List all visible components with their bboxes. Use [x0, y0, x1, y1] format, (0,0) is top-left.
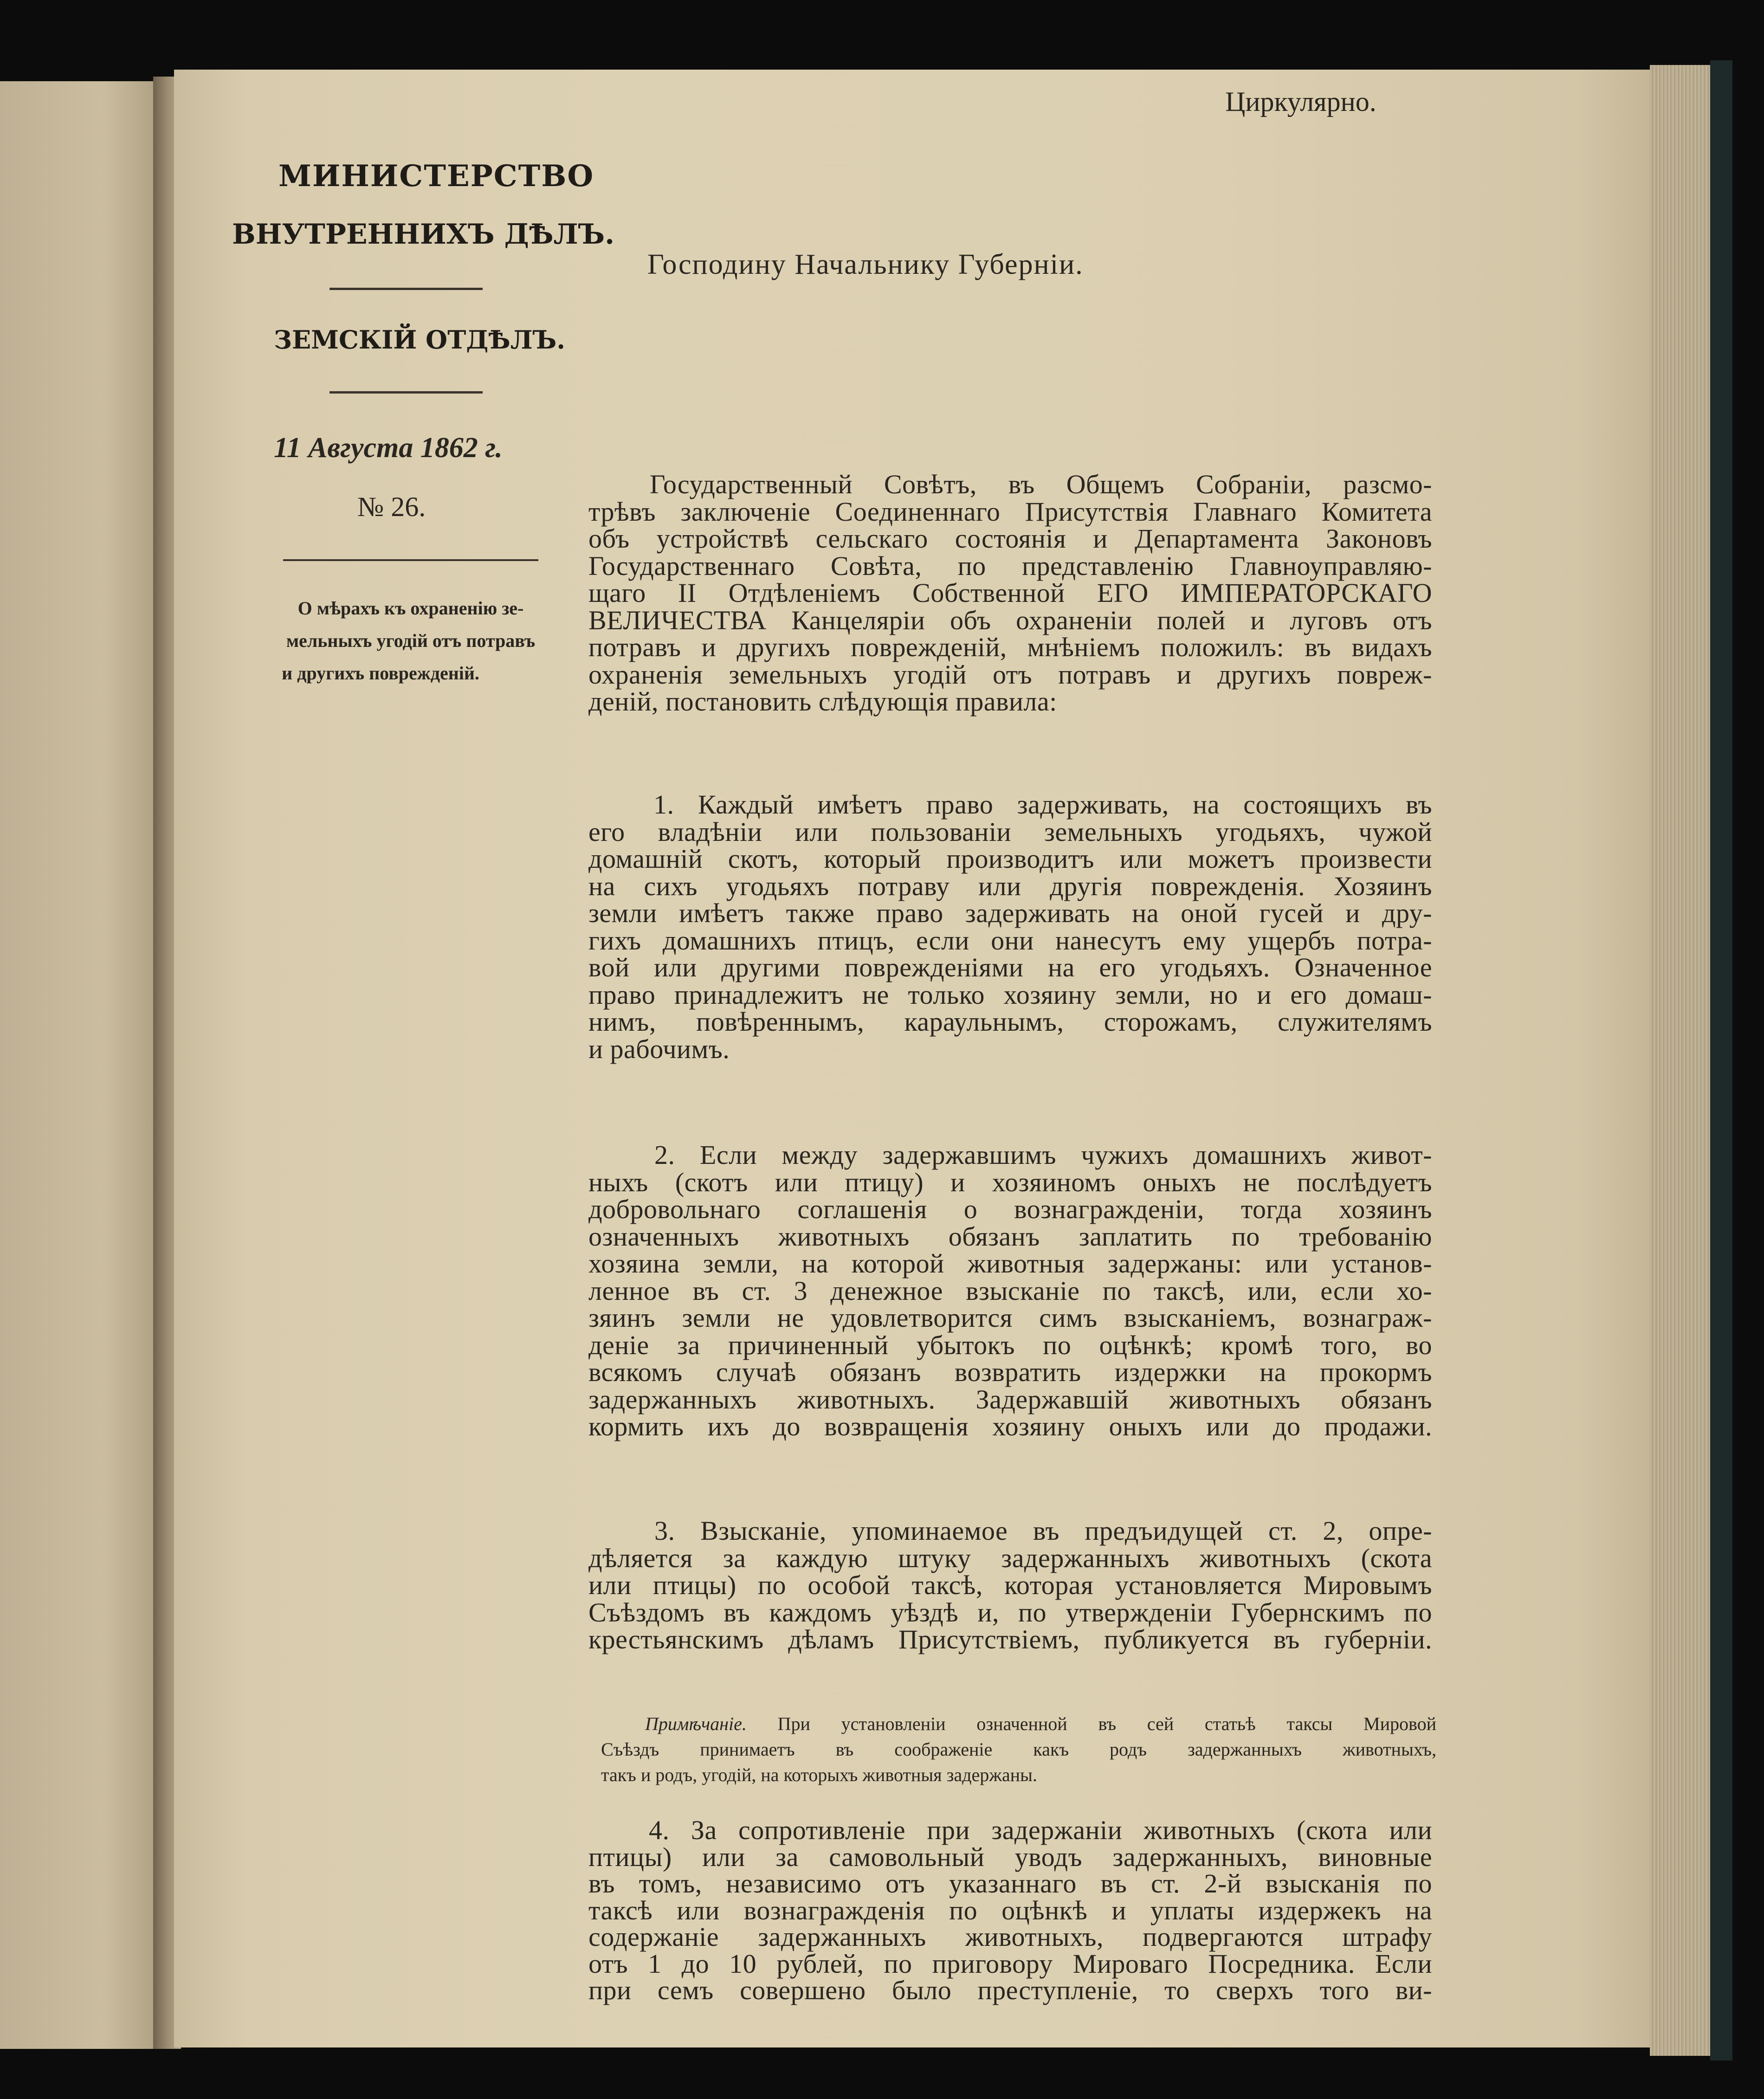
intro-line: потравъ и другихъ поврежденій, мнѣніемъ положилъ: въ видахъ [588, 632, 1432, 662]
art2-line: задержанныхъ животныхъ. Задержавшій животныхъ обязанъ [588, 1384, 1432, 1414]
subject-line-1: О мѣрахъ къ охраненію зе- [297, 598, 524, 619]
addressee: Господину Начальнику Губерніи. [647, 249, 1084, 280]
art3-line: Съѣздомъ въ каждомъ уѣздѣ и, по утвержденіи Губернскимъ по [588, 1597, 1432, 1628]
art2-line: всякомъ случаѣ обязанъ возвратить издержки на прокормъ [588, 1357, 1432, 1387]
art2-line: добровольнаго соглашенія о вознагражденіи, тогда хозяинъ [588, 1194, 1432, 1224]
intro-line: охраненія земельныхъ угодій отъ потравъ и другихъ повреж- [588, 659, 1432, 690]
art2-line: означенныхъ животныхъ обязанъ заплатить по требованію [588, 1221, 1432, 1252]
intro-line: объ устройствѣ сельскаго состоянія и Департамента Законовъ [588, 523, 1432, 554]
art4-line: отъ 1 до 10 рублей, по приговору Мироваго Посредника. Если [588, 1948, 1432, 1979]
art1-line: домашній скотъ, который производитъ или можетъ произвести [588, 844, 1432, 874]
department-title: ЗЕМСКІЙ ОТДѢЛЪ. [274, 325, 566, 355]
art2-line: кормить ихъ до возвращенія хозяину оныхъ или до продажи. [588, 1411, 1432, 1441]
art1-line: вой или другими поврежденіями на его угодьяхъ. Означенное [588, 952, 1432, 982]
art4-line: птицы) или за самовольный уводъ задержанныхъ, виновные [588, 1841, 1432, 1872]
art4-line: таксѣ или вознагражденія по оцѣнкѣ и уплаты издержекъ на [588, 1895, 1432, 1925]
intro-line: трѣвъ заключеніе Соединеннаго Присутствія Главнаго Комитета [588, 496, 1432, 527]
art2-line: ленное въ ст. 3 денежное взысканіе по таксѣ, или, если хо- [588, 1275, 1432, 1306]
art1-line: нимъ, повѣреннымъ, караульнымъ, сторожамъ, служителямъ [588, 1007, 1432, 1037]
intro-line: Государственнаго Совѣта, по представленію Главноуправляю- [588, 550, 1432, 581]
art2-line: ныхъ (скотъ или птицу) и хозяиномъ оныхъ не послѣдуетъ [588, 1167, 1432, 1197]
art4-line: содержаніе задержанныхъ животныхъ, подвергаются штрафу [588, 1922, 1432, 1952]
book-cover-edge [1710, 60, 1732, 2060]
sidebar-divider-1 [330, 288, 483, 290]
art2-line: хозяина земли, на которой животныя задержаны: или установ- [588, 1248, 1432, 1279]
note-text: При установленіи означенной въ сей статьѣ таксы Мировой [777, 1713, 1437, 1734]
note-line: такъ и родъ, угодій, на которыхъ животныя задержаны. [601, 1764, 1037, 1785]
art1-line: гихъ домашнихъ птицъ, если они нанесутъ ему ущербъ потра- [588, 925, 1432, 956]
ministry-title-line2: ВНУТРЕННИХЪ ДѢЛЪ. [232, 218, 615, 251]
art1-line: его владѣніи или пользованіи земельныхъ угодьяхъ, чужой [588, 816, 1432, 847]
art3-line: дѣляется за каждую штуку задержанныхъ животныхъ (скота [588, 1543, 1432, 1573]
note-label: Примѣчаніе. [645, 1713, 778, 1734]
ministry-title-line1: МИНИСТЕРСТВО [278, 159, 594, 194]
art1-line: земли имѣетъ также право задерживать на оной гусей и дру- [588, 898, 1432, 928]
art4-line: въ томъ, независимо отъ указаннаго въ ст. 2-й взысканія по [588, 1868, 1432, 1899]
art1-line: и рабочимъ. [588, 1033, 730, 1064]
intro-line: Государственный Совѣтъ, въ Общемъ Собраніи, разсмо- [650, 469, 1432, 499]
subject-line-3: и другихъ поврежденій. [282, 663, 479, 684]
document-date: 11 Августа 1862 г. [274, 432, 503, 464]
sidebar-divider-2 [330, 391, 483, 394]
art2-line: деніе за причиненный убытокъ по оцѣнкѣ; кромѣ того, во [588, 1330, 1432, 1360]
page-block-edges [1650, 65, 1710, 2056]
art3-line: крестьянскимъ дѣламъ Присутствіемъ, публикуется въ губерніи. [588, 1624, 1432, 1654]
art4-line: при семъ совершено было преступленіе, то сверхъ того ви- [588, 1975, 1432, 2005]
art3-line: 3. Взысканіе, упоминаемое въ предъидущей ст. 2, опре- [654, 1516, 1432, 1546]
intro-line: деній, постановить слѣдующія правила: [588, 686, 1057, 717]
art3-line: или птицы) по особой таксѣ, которая установляется Мировымъ [588, 1570, 1432, 1600]
art2-line: зяинъ земли не удовлетворится симъ взысканіемъ, вознаграж- [588, 1303, 1432, 1333]
circular-mark: Циркулярно. [1225, 86, 1376, 117]
intro-line: щаго II Отдѣленіемъ Собственной ЕГО ИМПЕРАТОРСКАГО [588, 578, 1432, 608]
note-line: Съѣздъ принимаетъ въ соображеніе какъ родъ задержанныхъ животныхъ, [601, 1739, 1436, 1760]
subject-line-2: мельныхъ угодій отъ потравъ [286, 630, 536, 651]
art1-line: 1. Каждый имѣетъ право задерживать, на состоящихъ въ [653, 789, 1432, 820]
note-line [645, 1715, 1436, 1733]
sidebar-divider-3 [283, 559, 538, 561]
art2-line: 2. Если между задержавшимъ чужихъ домашнихъ живот- [654, 1140, 1432, 1170]
intro-line: ВЕЛИЧЕСТВА Канцеляріи объ охраненіи полей и луговъ отъ [588, 605, 1432, 635]
art4-line: 4. За сопротивленіе при задержаніи животныхъ (скота или [649, 1815, 1432, 1845]
art1-line: на сихъ угодьяхъ потраву или другія поврежденія. Хозяинъ [588, 871, 1432, 901]
art1-line: право принадлежитъ не только хозяину земли, но и его домаш- [588, 979, 1432, 1010]
previous-page-edge [0, 81, 172, 2049]
document-number: № 26. [357, 491, 426, 522]
